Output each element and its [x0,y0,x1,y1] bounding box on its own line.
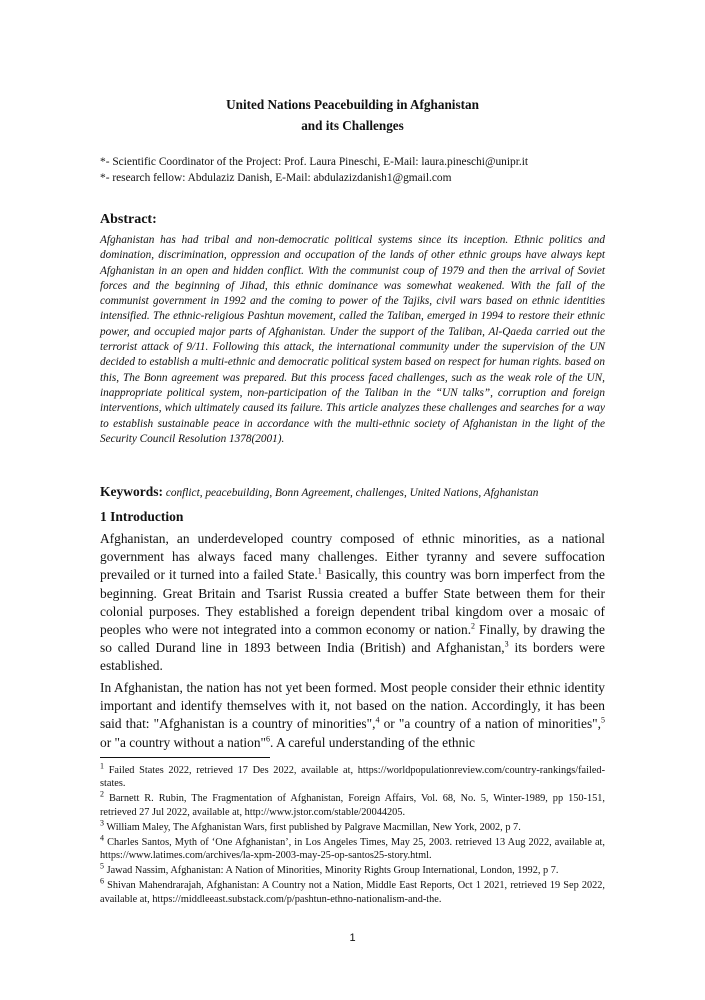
paragraph-text: its borders were established. [100,640,605,674]
footnote-ref[interactable]: 3 [504,639,509,649]
footnote-text: William Maley, The Afghanistan Wars, first published by Palgrave Macmillan, New York, 2002, p 7. [104,821,521,833]
footnote-item [100,833,605,863]
footnote-text: Shivan Mahendrarajah, Afghanistan: A Country not a Nation, Middle East Reports, Oct 1 2021, retrieved 19 Sep 2022, available at, https://middleeast.substack.com/p/pashtun-ethno-nationalism-and-the. [100,880,605,905]
footnote-text: Barnett R. Rubin, The Fragmentation of Afghanistan, Foreign Affairs, Vol. 68, No. 5, Winter-1989, pp 150-151, retrieved 27 Jul 2022, available at, http://www.jstor.com/stable/20044205. [100,793,605,818]
footnote-text: Jawad Nassim, Afghanistan: A Nation of Minorities, Minority Rights Group International, London, 1992, p 7. [104,865,559,877]
introduction-paragraph-1 [100,530,605,676]
introduction-heading: 1 Introduction [100,509,184,524]
footnote-item [100,761,605,791]
footnote-number: 2 [100,789,104,799]
keywords-label: Keywords: [100,484,163,499]
footnote-item [100,861,605,877]
footnote-ref[interactable]: 2 [471,621,476,631]
footnote-ref[interactable]: 1 [317,566,322,576]
footnote-ref[interactable]: 4 [375,715,380,725]
footnote-item [100,876,605,906]
paragraph-text: In Afghanistan, the nation has not yet been formed. Most people consider their ethnic identity important and identify themselves with it, not based on the nation. Accordingly, it has been said that: "Afghanistan is a country of minorities", [100,680,605,732]
footnote-separator [100,757,270,758]
abstract-heading: Abstract: [100,212,157,227]
paragraph-text: or "a country without a nation" [100,734,267,750]
footnote-text: Failed States 2022, retrieved 17 Des 2022, available at, https://worldpopulationreview.com/country-rankings/failed-states. [100,765,605,790]
footnote-ref[interactable]: 5 [601,715,605,725]
footnote-text: Charles Santos, Myth of ‘One Afghanistan’, in Los Angeles Times, May 25, 2003. retrieved 13 Aug 2022, available at, https://www.latimes.com/archives/la-xpm-2003-may-25-op-santos25-story.html. [100,836,605,862]
paper-title-line-1: United Nations Peacebuilding in Afghanistan [226,97,479,112]
paper-title-line-2: and its Challenges [301,118,404,133]
footnote-number: 4 [100,833,104,843]
affiliation-coordinator: *- Scientific Coordinator of the Project: Prof. Laura Pineschi, E-Mail: laura.pineschi@unipr.it [100,156,529,168]
paragraph-text: Basically, this country was born imperfect from the beginning. Great Britain and Tsarist Russia created a buffer State between them for their colonial purposes. They established a foreign dependent tribal kingdom over a mosaic of peoples who were not integrated into a common economy or nation. [100,567,605,638]
footnotes [100,761,605,908]
paragraph-text: Afghanistan, an underdeveloped country composed of ethnic minorities, as a national government has always faced many challenges. Either tyranny and severe suffocation prevailed or it turned into a failed State. [100,531,605,583]
paragraph-text: . A careful understanding of the ethnic [270,734,475,750]
paragraph-text: or "a country of a nation of minorities", [379,716,601,732]
footnote-item [100,818,605,834]
keywords-text: conflict, peacebuilding, Bonn Agreement, challenges, United Nations, Afghanistan [165,487,539,499]
paragraph-text: Finally, by drawing the so called Durand line in 1893 between India (British) and Afghanistan, [100,622,605,656]
footnote-ref[interactable]: 6 [266,734,271,744]
footnote-number: 6 [100,876,104,886]
abstract-text: Afghanistan has had tribal and non-democratic political systems since its inception. Ethnic politics and domination, discrimination, oppression and occupation of the lands of other ethnic groups have always kept Afghanistan in an open and hidden conflict. With the communist coup of 1979 and then the arrival of Soviet forces and the beginning of Jihad, this ethnic dominance was somewhat weakened. With the fall of the communist government in 1992 and the coming to power of the Tajiks, civil wars based on ethnic identities intensified. The ethnic-religious Pashtun movement, called the Taliban, emerged in 1994 to restore their ethnic power, and occupied major parts of Afghanistan. Under the support of the Taliban, Al-Qaeda carried out the terrorist attack of 9/11. Following this attack, the international community under the supervision of the UN decided to establish a multi-ethnic and democratic political system based on respect for human rights. based on this, The Bonn agreement was prepared. But this process faced challenges, such as the weak role of the UN, inappropriate political system, non-participation of the Taliban in the “UN talks”, corruption and foreign interventions, which ultimately caused its failure. This article analyzes these challenges and searches for a way to establish sustainable peace in accordance with the multi-ethnic society of Afghanistan in the light of the Security Council Resolution 1378(2001). [100,234,605,445]
affiliation-research-fellow: *- research fellow: Abdulaziz Danish, E-Mail: abdulazizdanish1@gmail.com [100,172,452,184]
footnote-item [100,789,605,819]
footnote-number: 5 [100,861,104,871]
introduction-paragraph-2 [100,679,605,752]
footnote-number: 1 [100,761,104,771]
footnote-number: 3 [100,818,104,828]
keywords-line [100,482,605,503]
page-number: 1 [349,932,356,944]
